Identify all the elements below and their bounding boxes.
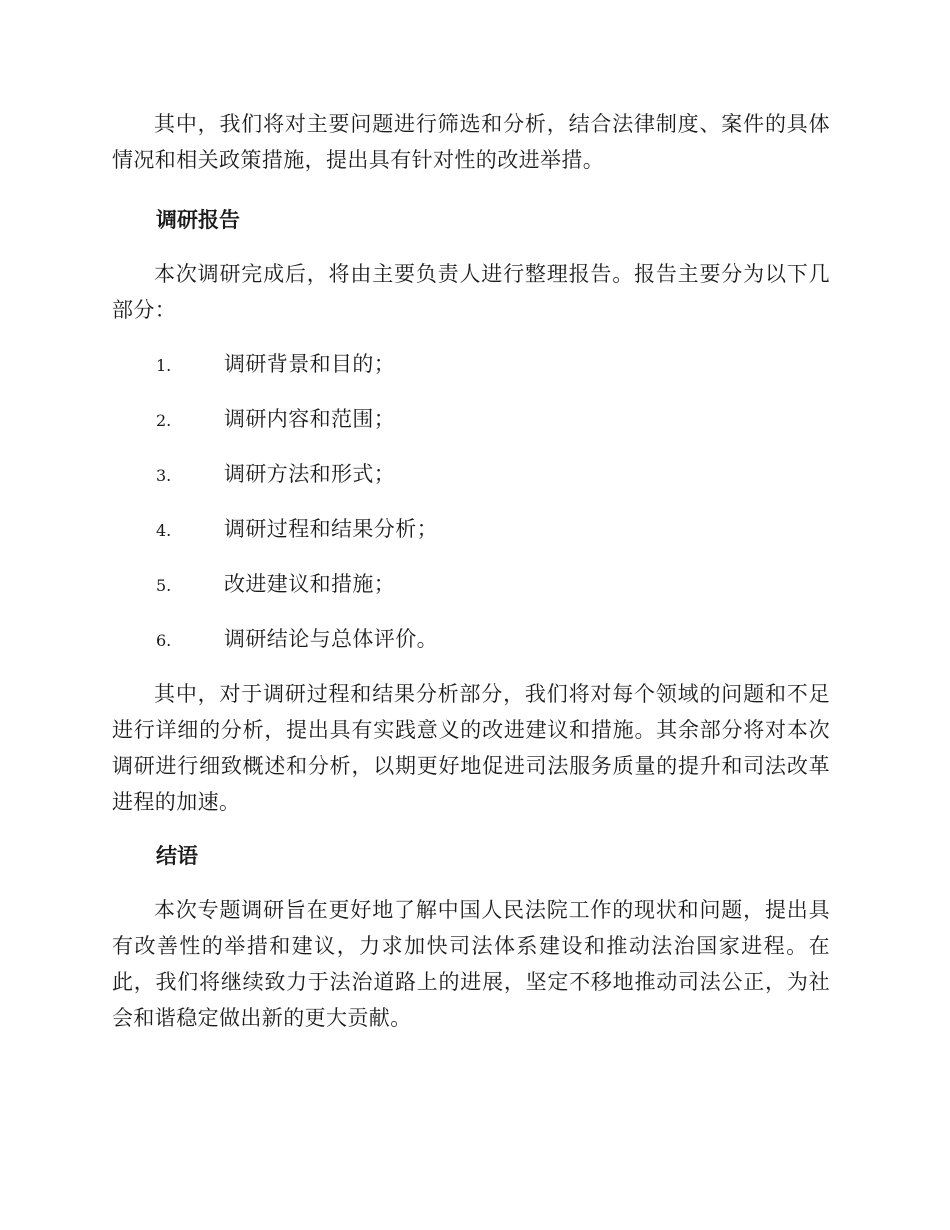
list-item	[112, 621, 830, 676]
list-item-number: 3.	[156, 466, 172, 485]
list-item-text: 调研方法和形式；	[224, 462, 396, 486]
list-item	[112, 401, 830, 456]
list-item	[112, 511, 830, 566]
list-item-text: 调研内容和范围；	[224, 407, 396, 431]
list-item-number: 4.	[156, 521, 172, 540]
intro-paragraph: 其中，我们将对主要问题进行筛选和分析，结合法律制度、案件的具体情况和相关政策措施，提出具有针对性的改进举措。	[112, 112, 830, 172]
report-sections-list	[112, 346, 830, 676]
conclusion-heading: 结语	[156, 843, 198, 868]
document-page	[112, 106, 830, 1036]
list-item-text: 改进建议和措施；	[224, 572, 396, 596]
list-item	[112, 566, 830, 621]
report-heading: 调研报告	[156, 207, 240, 232]
list-item-text: 调研背景和目的；	[224, 352, 396, 376]
list-item	[112, 346, 830, 401]
list-item-text: 调研过程和结果分析；	[224, 517, 438, 541]
list-item-number: 2.	[156, 411, 172, 430]
conclusion-paragraph: 本次专题调研旨在更好地了解中国人民法院工作的现状和问题，提出具有改善性的举措和建议，力求加快司法体系建设和推动法治国家进程。在此，我们将继续致力于法治道路上的进展，坚定不移地推动司法公正，为社会和谐稳定做出新的更大贡献。	[112, 898, 830, 1030]
list-item-text: 调研结论与总体评价。	[224, 627, 438, 651]
list-item-number: 1.	[156, 356, 172, 375]
list-item-number: 6.	[156, 631, 172, 650]
list-item-number: 5.	[156, 576, 172, 595]
report-intro-paragraph: 本次调研完成后，将由主要负责人进行整理报告。报告主要分为以下几部分：	[112, 262, 830, 322]
report-closing-paragraph: 其中，对于调研过程和结果分析部分，我们将对每个领域的问题和不足进行详细的分析，提出具有实践意义的改进建议和措施。其余部分将对本次调研进行细致概述和分析，以期更好地促进司法服务质量的提升和司法改革进程的加速。	[112, 682, 830, 814]
list-item	[112, 456, 830, 511]
